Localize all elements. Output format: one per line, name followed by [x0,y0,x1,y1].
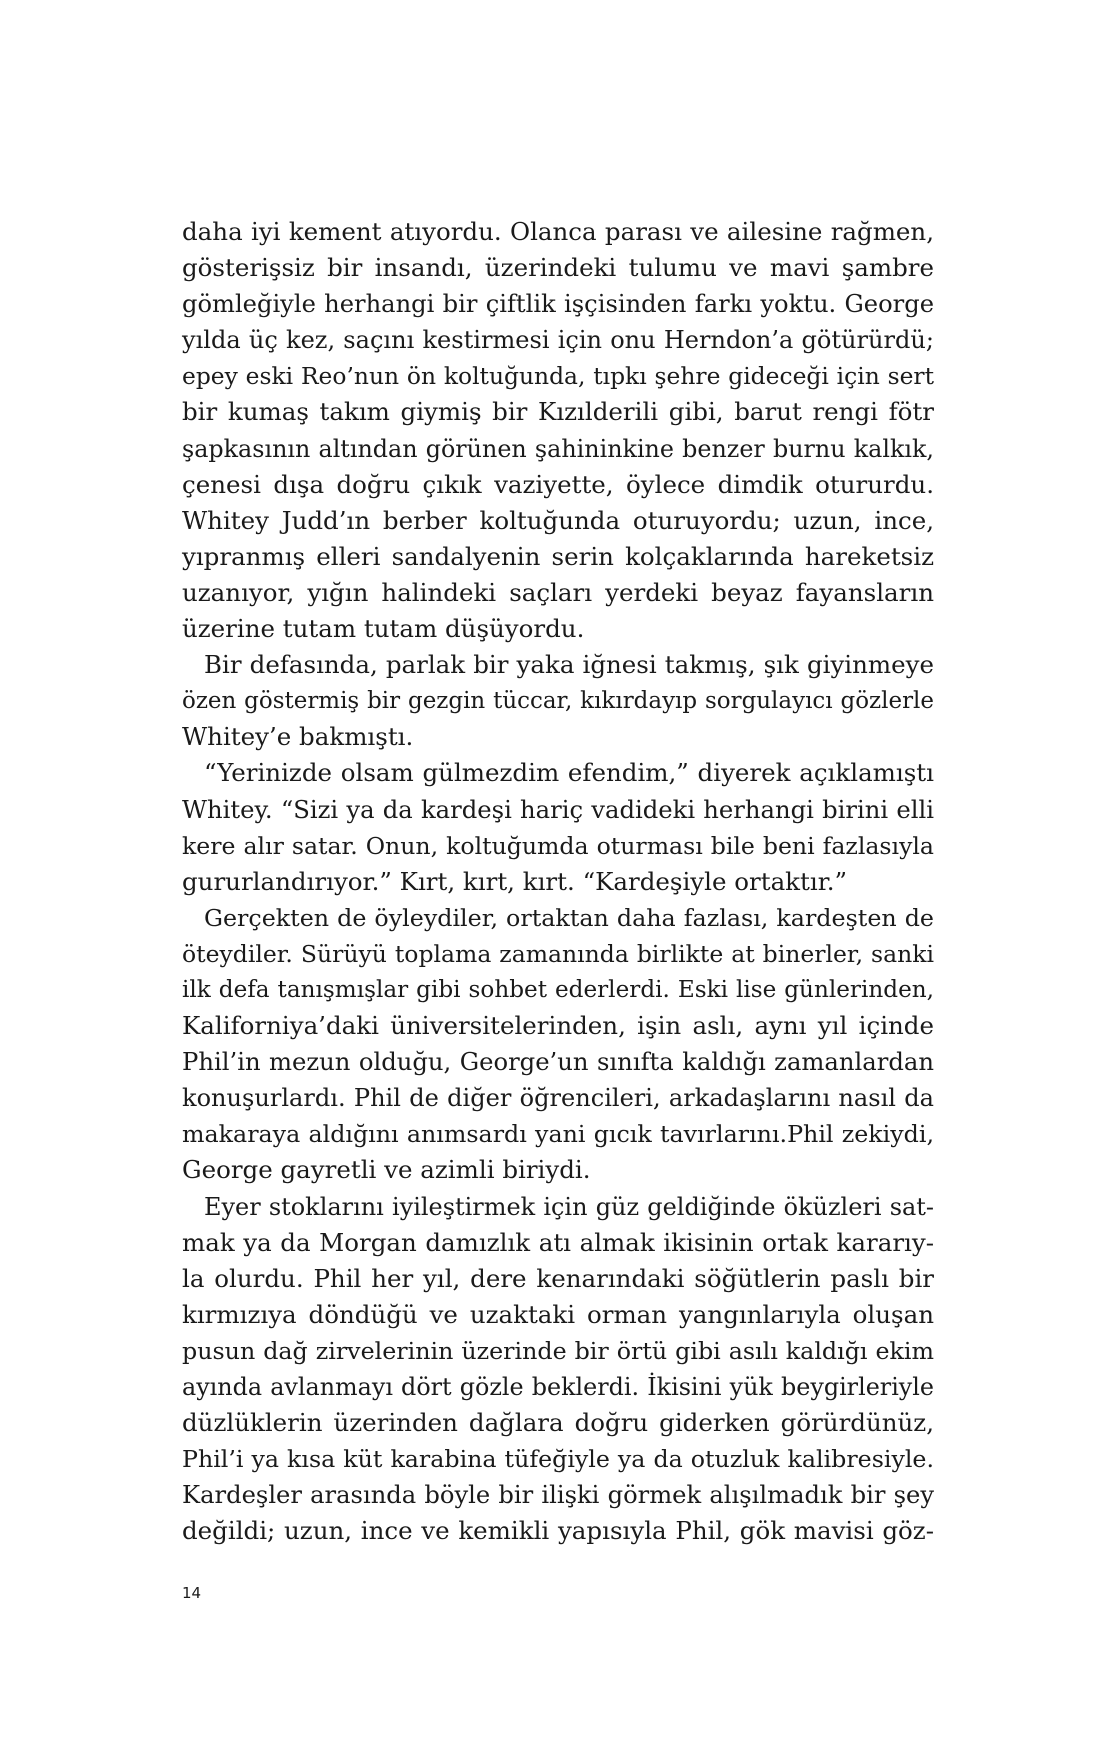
text-line: George gayretli ve azimli biriydi. [182,1155,591,1185]
text-line: uzanıyor, yığın halindeki saçları yerdeki beyaz fayansların [182,577,934,607]
text-line: kere alır satar. Onun, koltuğumda oturması bile beni fazlasıyla [182,831,934,860]
text-line: Whitey’e bakmıştı. [182,722,414,752]
text-line: Bir defasında, parlak bir yaka iğnesi takmış, şık giyinmeye [204,650,934,680]
text-line: düzlüklerin üzerinden dağlara doğru giderken görürdünüz, [182,1408,934,1438]
text-line: makaraya aldığını anımsardı yani gıcık tavırlarını.Phil zekiydi, [182,1120,934,1149]
text-line: Phil’i ya kısa küt karabina tüfeğiyle ya da otuzluk kalibresiyle. [182,1445,934,1474]
text-line: değildi; uzun, ince ve kemikli yapısıyla Phil, gök mavisi göz- [182,1516,934,1546]
text-line: Whitey Judd’ın berber koltuğunda oturuyordu; uzun, ince, [182,505,934,535]
text-line: bir kumaş takım giymiş bir Kızılderili gibi, barut rengi fötr [182,397,934,427]
text-line: öteydiler. Sürüyü toplama zamanında birlikte at binerler, sanki [182,939,934,968]
text-line: üzerine tutam tutam düşüyordu. [182,614,585,644]
text-line: Eyer stoklarını iyileştirmek için güz geldiğinde öküzleri sat- [204,1192,934,1221]
text-line: gömleğiyle herhangi bir çiftlik işçisinden farkı yoktu. George [182,290,934,319]
text-line: la olurdu. Phil her yıl, dere kenarındaki söğütlerin paslı bir [182,1263,934,1293]
text-line: şapkasının altından görünen şahininkine benzer burnu kalkık, [182,434,934,463]
page-number: 14 [182,1584,202,1602]
paragraph [182,1189,934,1550]
text-line: Whitey. “Sizi ya da kardeşi hariç vadideki herhangi birini elli [182,794,934,824]
text-line: yıpranmış elleri sandalyenin serin kolçaklarında hareketsiz [182,541,934,571]
body-text [182,214,934,1549]
text-line: çenesi dışa doğru çıkık vaziyette, öylece dimdik otururdu. [182,469,934,499]
text-line: gösterişsiz bir insandı, üzerindeki tulumu ve mavi şambre [182,253,934,283]
text-line: Gerçekten de öyleydiler, ortaktan daha fazlası, kardeşten de [204,903,934,932]
text-line: Kardeşler arasında böyle bir ilişki görmek alışılmadık bir şey [182,1481,934,1510]
text-line: yılda üç kez, saçını kestirmesi için onu Herndon’a götürürdü; [182,326,934,355]
paragraph [182,214,934,647]
text-line: gururlandırıyor.” Kırt, kırt, kırt. “Kardeşiyle ortaktır.” [182,866,848,896]
text-line: pusun dağ zirvelerinin üzerinde bir örtü gibi asılı kaldığı ekim [182,1336,934,1365]
text-line: Phil’in mezun olduğu, George’un sınıfta kaldığı zamanlardan [182,1047,934,1077]
paragraph [182,900,934,1189]
text-line: özen göstermiş bir gezgin tüccar, kıkırdayıp sorgulayıcı gözlerle [182,688,934,715]
text-line: ilk defa tanışmışlar gibi sohbet ederlerdi. Eski lise günlerinden, [182,976,934,1003]
paragraph [182,755,934,899]
text-line: epey eski Reo’nun ön koltuğunda, tıpkı şehre gideceği için sert [182,362,934,391]
paragraph [182,647,934,755]
text-line: “Yerinizde olsam gülmezdim efendim,” diyerek açıklamıştı [204,758,934,788]
text-line: Kaliforniya’daki üniversitelerinden, işin aslı, aynı yıl içinde [182,1011,934,1041]
text-line: mak ya da Morgan damızlık atı almak ikisinin ortak kararıy- [182,1227,934,1257]
text-line: konuşurlardı. Phil de diğer öğrencileri, arkadaşlarını nasıl da [182,1084,934,1113]
text-line: ayında avlanmayı dört gözle beklerdi. İkisini yük beygirleriyle [182,1373,934,1401]
text-line: kırmızıya döndüğü ve uzaktaki orman yangınlarıyla oluşan [182,1299,934,1329]
text-line: daha iyi kement atıyordu. Olanca parası ve ailesine rağmen, [182,217,934,246]
